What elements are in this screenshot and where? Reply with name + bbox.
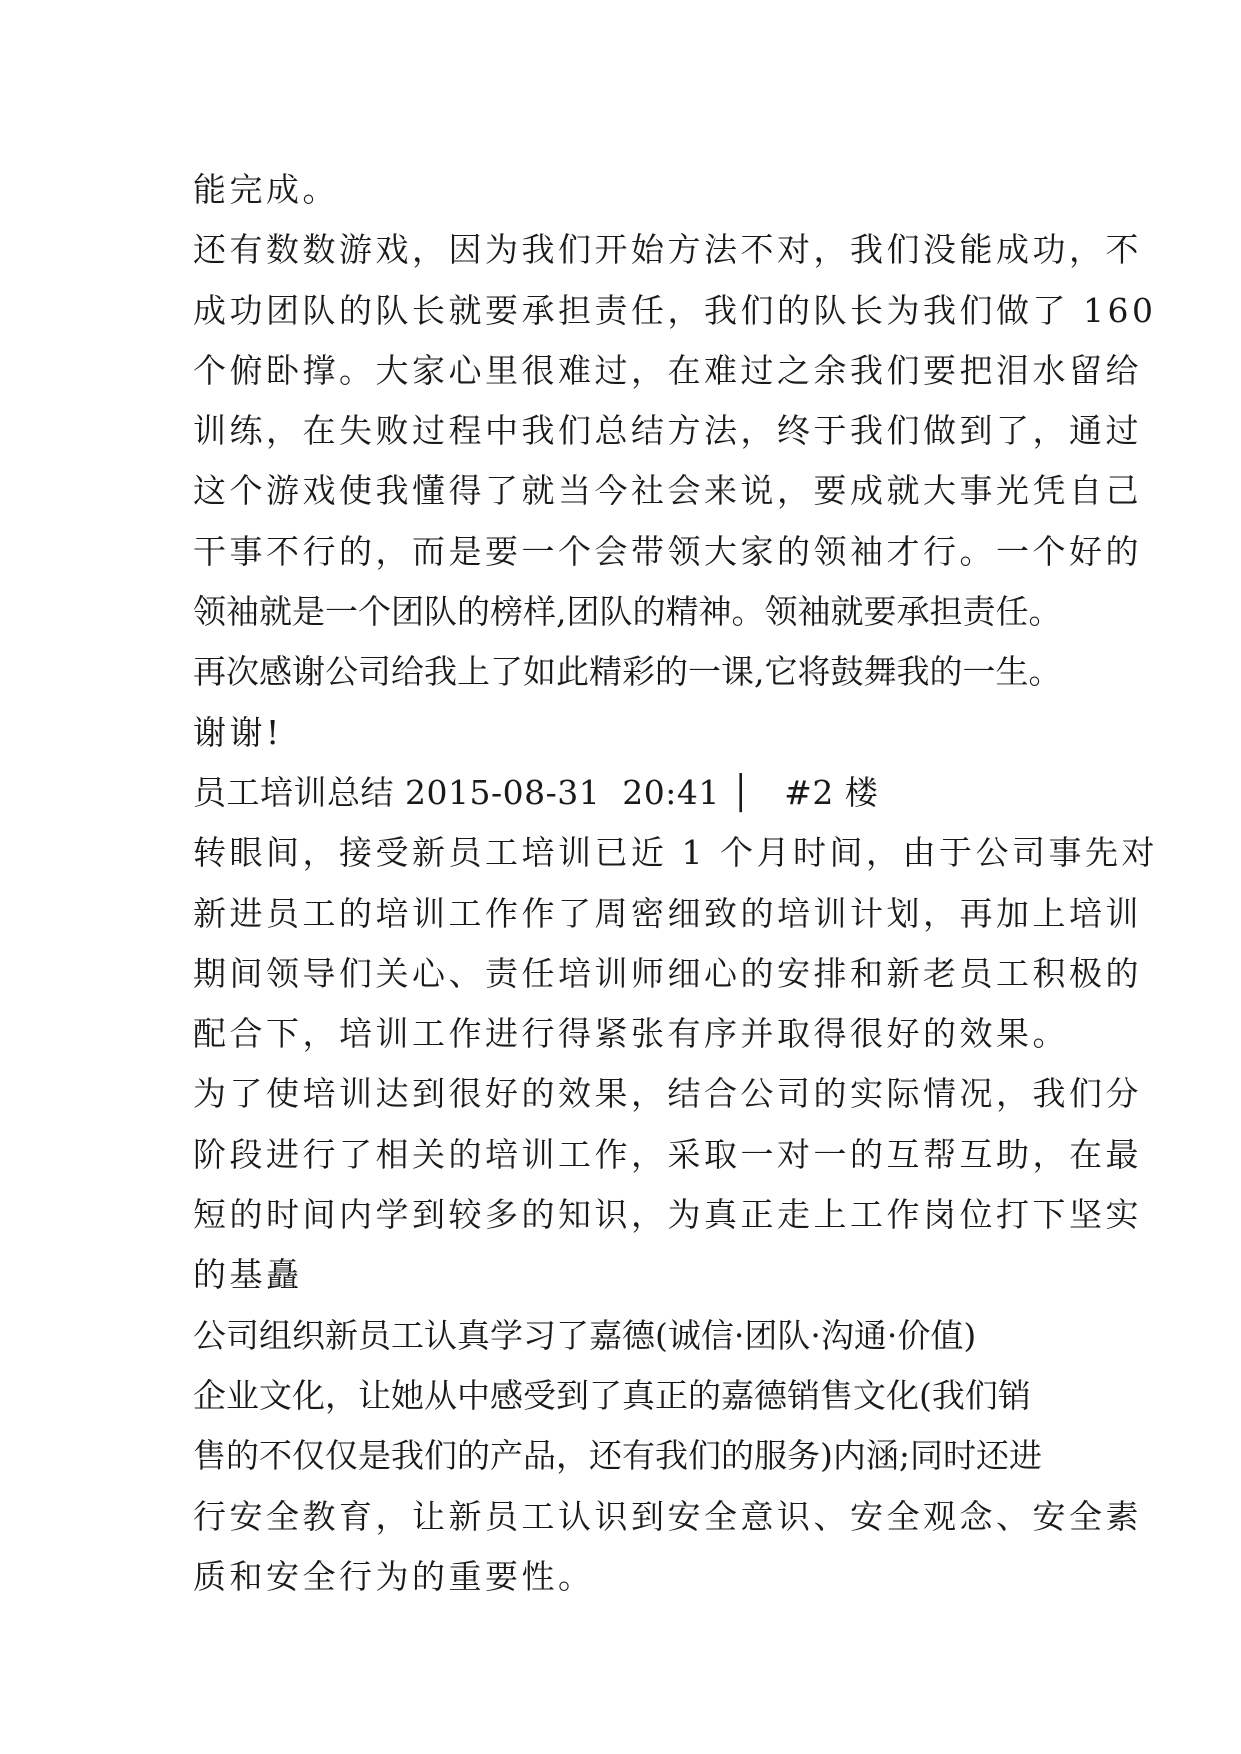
text-line: 为了使培训达到很好的效果，结合公司的实际情况，我们分 — [193, 1074, 1142, 1114]
text-line: 短的时间内学到较多的知识，为真正走上工作岗位打下坚实 — [193, 1195, 1142, 1235]
text-line: 谢谢! — [193, 712, 283, 752]
text-line: 质和安全行为的重要性。 — [193, 1556, 595, 1596]
text-line: 领袖就是一个团队的榜样,团队的精神。领袖就要承担责任。 — [193, 592, 1062, 632]
text-line: 配合下，培训工作进行得紧张有序并取得很好的效果。 — [193, 1014, 1069, 1054]
text-line: 公司组织新员工认真学习了嘉德(诚信·团队·沟通·价值) — [193, 1315, 977, 1355]
text-line: 期间领导们关心、责任培训师细心的安排和新老员工积极的 — [193, 953, 1142, 993]
text-line: 转眼间，接受新员工培训已近 1 个月时间，由于公司事先对 — [193, 833, 1158, 873]
text-line: 售的不仅仅是我们的产品，还有我们的服务)内涵;同时还进 — [193, 1436, 1042, 1476]
document-body — [193, 160, 1158, 1607]
text-line: 干事不行的，而是要一个会带领大家的领袖才行。一个好的 — [193, 531, 1142, 571]
text-line: 的基矗 — [193, 1255, 303, 1295]
text-line: 成功团队的队长就要承担责任，我们的队长为我们做了 160 — [193, 290, 1157, 330]
text-line: 还有数数游戏，因为我们开始方法不对，我们没能成功，不 — [193, 230, 1142, 270]
text-line: 新进员工的培训工作作了周密细致的培训计划，再加上培训 — [193, 893, 1142, 933]
text-line: 行安全教育，让新员工认识到安全意识、安全观念、安全素 — [193, 1496, 1142, 1536]
text-line: 再次感谢公司给我上了如此精彩的一课,它将鼓舞我的一生。 — [193, 652, 1062, 692]
text-line: 个俯卧撑。大家心里很难过，在难过之余我们要把泪水留给 — [193, 350, 1142, 390]
text-line: 这个游戏使我懂得了就当今社会来说，要成就大事光凭自己 — [193, 471, 1142, 511]
text-line: 训练，在失败过程中我们总结方法，终于我们做到了，通过 — [193, 411, 1142, 451]
text-line: 阶段进行了相关的培训工作，采取一对一的互帮互助，在最 — [193, 1134, 1142, 1174]
text-line: 能完成。 — [193, 170, 339, 209]
post-header: 员工培训总结 2015-08-31 20:41 │ #2 楼 — [193, 772, 879, 812]
text-line: 企业文化，让她从中感受到了真正的嘉德销售文化(我们销 — [193, 1375, 1031, 1415]
